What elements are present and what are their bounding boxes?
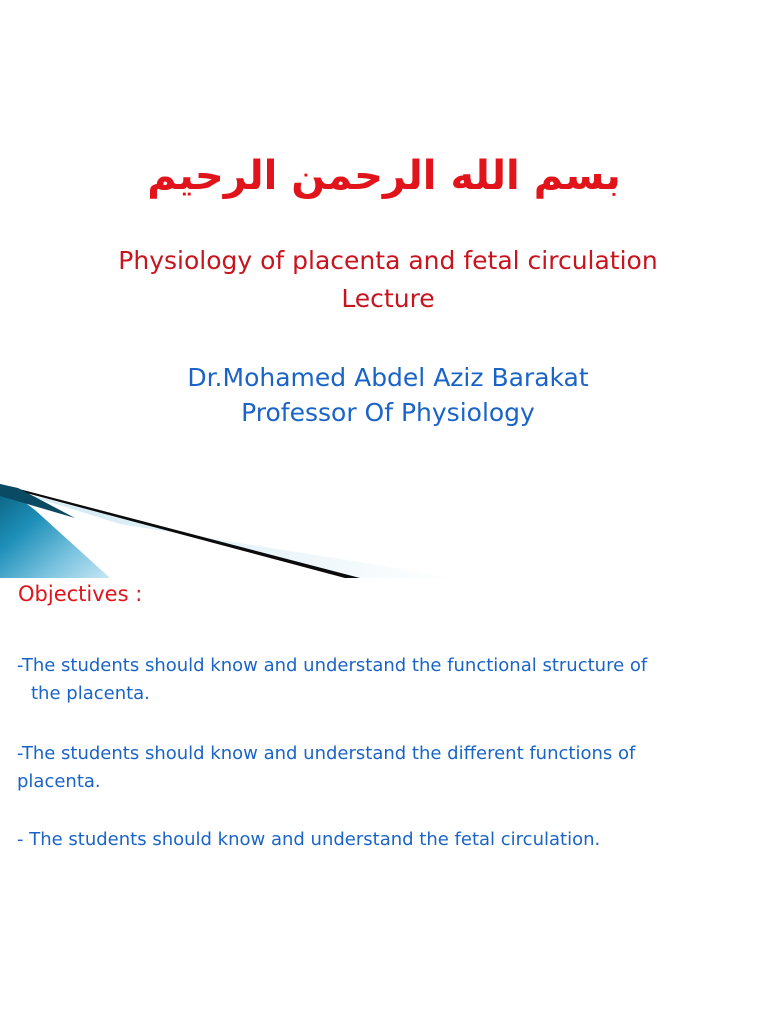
author-name: Dr.Mohamed Abdel Aziz Barakat (187, 363, 589, 392)
objective-item (17, 826, 762, 854)
title-line-1: Physiology of placenta and fetal circulation (118, 246, 658, 275)
decorative-divider (0, 484, 460, 578)
basmala-heading: بسم الله الرحمن الرحيم (147, 153, 621, 199)
objective-1-line-1: -The students should know and understand the functional structure of (17, 655, 648, 676)
objectives-heading: Objectives : (18, 582, 143, 606)
objective-2-line-2: placenta. (17, 771, 101, 792)
objective-item (17, 652, 762, 708)
objective-2-line-1: -The students should know and understand the different functions of (17, 743, 636, 764)
objective-item (17, 740, 762, 796)
lecture-title (0, 242, 768, 318)
author-title: Professor Of Physiology (241, 398, 535, 427)
objective-3-line-1: - The students should know and understand the fetal circulation. (17, 829, 601, 850)
title-line-2: Lecture (341, 284, 435, 313)
author-block (0, 360, 768, 430)
objective-1-line-2: the placenta. (31, 683, 150, 704)
